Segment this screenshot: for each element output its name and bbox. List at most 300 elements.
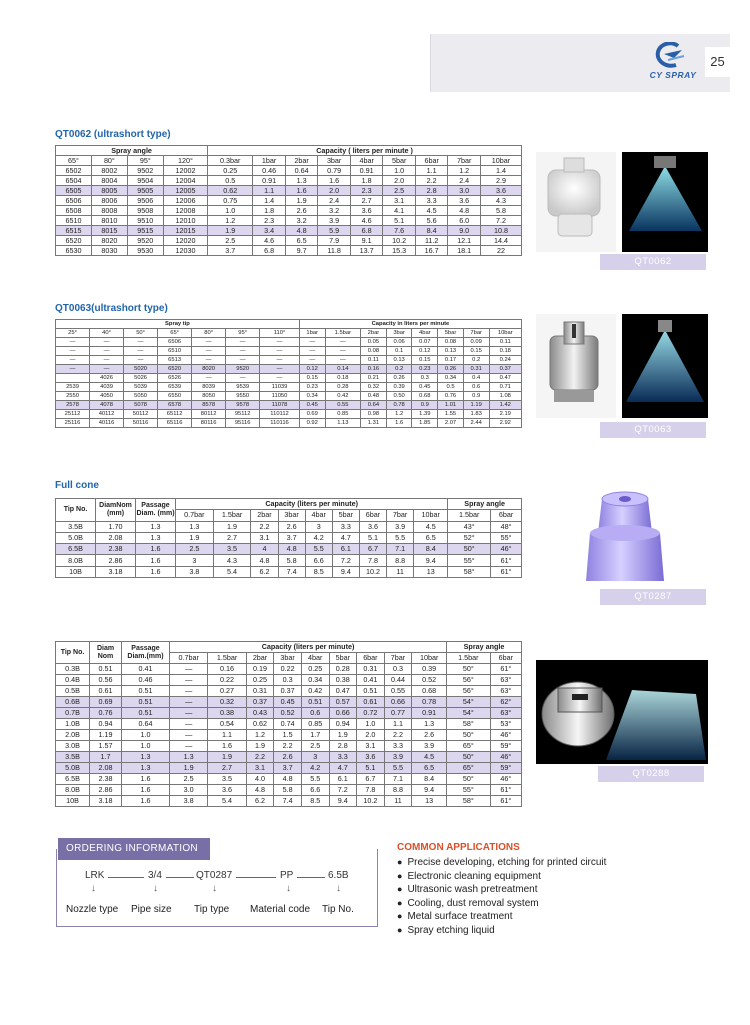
table-cell: 0.38	[208, 708, 246, 719]
table-cell: 0.71	[489, 383, 521, 392]
table-cell: —	[299, 356, 325, 365]
table-cell: 12008	[163, 206, 207, 216]
table-cell: 0.47	[329, 686, 357, 697]
table-cell: 1.08	[489, 392, 521, 401]
table-cell: 2.0	[383, 176, 416, 186]
table-cell: 13	[412, 796, 447, 807]
column-header: 80°	[91, 156, 127, 166]
table-cell: 2.7	[350, 196, 383, 206]
table-cell: 1.4	[253, 196, 286, 206]
table-cell: 2.6	[412, 730, 447, 741]
column-header: 3bar	[318, 156, 351, 166]
table-cell: 1.0	[122, 730, 170, 741]
table-cell: 6504	[56, 176, 92, 186]
table-cell: 0.37	[246, 697, 274, 708]
table-cell: 2.08	[90, 763, 122, 774]
table-cell: 11078	[260, 401, 300, 410]
table-cell: —	[226, 374, 260, 383]
column-header: 25°	[56, 329, 90, 338]
table-cell: 0.13	[438, 347, 464, 356]
table-row	[56, 419, 522, 428]
table-cell: 1.3	[170, 752, 208, 763]
code-connector	[166, 877, 194, 878]
table-cell: 0.51	[90, 664, 122, 675]
qt0062-nozzle-image	[534, 146, 710, 256]
page-number: 25	[705, 47, 730, 77]
table-cell: 5.8	[278, 555, 305, 566]
qt0288-nozzle-image	[536, 660, 708, 764]
table-cell: 1.83	[463, 410, 489, 419]
table-cell: 1.6	[208, 741, 246, 752]
table-cell: 5.1	[359, 532, 386, 543]
table-cell: —	[90, 338, 124, 347]
table-cell: 2.38	[96, 544, 136, 555]
table-cell: 1.42	[489, 401, 521, 410]
table-cell: 0.25	[246, 675, 274, 686]
column-header: 5bar	[332, 510, 359, 521]
table-cell: 6506	[56, 196, 92, 206]
table-cell: 0.41	[357, 675, 385, 686]
table-cell: 0.52	[274, 708, 302, 719]
table-cell: —	[260, 347, 300, 356]
table-cell: 56°	[447, 686, 491, 697]
list-item: ● Ultrasonic wash pretreatment	[397, 883, 606, 897]
table-cell: 0.42	[325, 392, 361, 401]
table-cell: 1.3	[285, 176, 318, 186]
table-cell: 0.34	[301, 675, 329, 686]
table-cell: 5.0B	[56, 532, 96, 543]
table-cell: 0.11	[489, 338, 521, 347]
table-cell: 0.7B	[56, 708, 90, 719]
table-row	[56, 365, 522, 374]
table-cell: 46°	[490, 730, 521, 741]
table-cell: 13.7	[350, 246, 383, 256]
table-cell: 2.0	[318, 186, 351, 196]
table-cell: 6.8	[253, 246, 286, 256]
table-row	[56, 206, 522, 216]
column-header: 2bar	[361, 329, 387, 338]
code-nozzle-type: LRK	[85, 870, 105, 881]
table-cell: —	[56, 347, 90, 356]
table-cell: 1.6	[122, 785, 170, 796]
table-cell: 3.6	[208, 785, 246, 796]
table-cell: 0.78	[386, 401, 412, 410]
table-cell: 8020	[192, 365, 226, 374]
applications-list	[397, 856, 606, 937]
table-cell: —	[325, 347, 361, 356]
table-cell: 3.6	[350, 206, 383, 216]
table-cell: 80116	[192, 419, 226, 428]
table-cell: 6.5	[412, 763, 447, 774]
column-header: 2bar	[285, 156, 318, 166]
table-cell: 2.2	[384, 730, 412, 741]
table-cell: 65112	[158, 410, 192, 419]
table-cell: 50°	[447, 752, 491, 763]
table-cell: 9508	[127, 206, 163, 216]
qt0288-caption: QT0288	[598, 766, 704, 782]
section-title-qt0063: QT0063(ultrashort type)	[55, 303, 168, 314]
table-cell: 0.51	[122, 697, 170, 708]
table-cell: 46°	[491, 544, 522, 555]
table-cell: 0.39	[386, 383, 412, 392]
table-cell: 0.18	[325, 374, 361, 383]
table-cell: —	[260, 356, 300, 365]
table-cell: 3.5B	[56, 752, 90, 763]
qt0062-photo	[534, 146, 710, 272]
group-header-spray-angle: Spray angle	[56, 146, 208, 156]
table-row	[56, 347, 522, 356]
table-cell: 6.7	[357, 774, 385, 785]
table-cell: 1.9	[208, 752, 246, 763]
table-cell: 0.92	[299, 419, 325, 428]
table-cell: 0.28	[329, 664, 357, 675]
table-cell: 1.85	[412, 419, 438, 428]
table-cell: 3.6	[480, 186, 521, 196]
table-cell: 12020	[163, 236, 207, 246]
table-cell: 9.4	[412, 785, 447, 796]
table-cell: 4.8	[285, 226, 318, 236]
table-cell: 6.6	[301, 785, 329, 796]
table-cell: 3.9	[412, 741, 447, 752]
fullcone-table	[55, 498, 522, 578]
column-header: 1.5bar	[325, 329, 361, 338]
table-cell: 1.6	[318, 176, 351, 186]
column-header: 110°	[260, 329, 300, 338]
table-row	[56, 697, 522, 708]
table-cell: 1.70	[96, 521, 136, 532]
brand-logo	[640, 42, 702, 86]
table-cell: 4.7	[332, 532, 359, 543]
table-cell: 1.57	[90, 741, 122, 752]
list-item: ● Precise developing, etching for printed circuit	[397, 856, 606, 870]
table-cell: 2.2	[274, 741, 302, 752]
ordering-frame	[56, 849, 378, 927]
table-cell: 5.4	[213, 566, 251, 577]
table-cell: 0.78	[412, 697, 447, 708]
table-cell: 0.17	[438, 356, 464, 365]
table-cell: —	[170, 719, 208, 730]
table-cell: 8020	[91, 236, 127, 246]
table-row	[56, 686, 522, 697]
table-cell: 0.12	[412, 347, 438, 356]
table-cell: 58°	[447, 796, 491, 807]
column-header: 0.7bar	[176, 510, 214, 521]
table-cell: 4.7	[329, 763, 357, 774]
table-row	[56, 730, 522, 741]
table-cell: 50°	[447, 730, 491, 741]
table-cell: 3.7	[278, 532, 305, 543]
table-cell: 1.19	[463, 401, 489, 410]
table-cell: 1.01	[438, 401, 464, 410]
table-cell: 0.85	[301, 719, 329, 730]
table-body	[56, 521, 522, 577]
table-cell: 9506	[127, 196, 163, 206]
table-cell: 0.98	[361, 410, 387, 419]
table-cell: —	[299, 347, 325, 356]
table-row	[56, 374, 522, 383]
table-row	[56, 719, 522, 730]
table-cell: 0.05	[361, 338, 387, 347]
table-cell: 2.44	[463, 419, 489, 428]
table-cell: 0.3B	[56, 664, 90, 675]
table-cell: 54°	[447, 697, 491, 708]
table-cell: 0.19	[246, 664, 274, 675]
table-row	[56, 401, 522, 410]
table-cell: 9504	[127, 176, 163, 186]
table-cell: 12005	[163, 186, 207, 196]
table-cell: 2578	[56, 401, 90, 410]
table-cell: 5026	[124, 374, 158, 383]
list-item: ● Electronic cleaning equipment	[397, 870, 606, 884]
table-cell: 9.0	[448, 226, 481, 236]
table-cell: 8050	[192, 392, 226, 401]
table-cell: 0.26	[386, 374, 412, 383]
table-cell: 40112	[90, 410, 124, 419]
table-cell: 3	[305, 521, 332, 532]
table-cell: 1.2	[448, 166, 481, 176]
table-cell: 6550	[158, 392, 192, 401]
table-cell: 5.5	[301, 774, 329, 785]
table-cell: 6502	[56, 166, 92, 176]
table-row	[56, 555, 522, 566]
table-cell: 0.45	[412, 383, 438, 392]
table-cell: 10.8	[480, 226, 521, 236]
table-cell: 0.27	[208, 686, 246, 697]
table-cell: 2.7	[208, 763, 246, 774]
table-cell: 2.8	[415, 186, 448, 196]
column-header: 0.7bar	[170, 653, 208, 664]
table-cell: 6520	[158, 365, 192, 374]
table-cell: 6510	[56, 216, 92, 226]
table-row	[56, 785, 522, 796]
table-cell: 13	[414, 566, 448, 577]
table-cell: 3.7	[274, 763, 302, 774]
table-cell: 3.5B	[56, 521, 96, 532]
table-cell: 0.21	[361, 374, 387, 383]
table-cell: —	[260, 338, 300, 347]
table-cell: 25112	[56, 410, 90, 419]
table-cell: 0.69	[90, 697, 122, 708]
table-cell: 2.92	[489, 419, 521, 428]
table-cell: 6.8	[350, 226, 383, 236]
table-cell: —	[170, 708, 208, 719]
table-cell: 2.6	[278, 521, 305, 532]
column-header: 3bar	[278, 510, 305, 521]
qt0063-table	[55, 319, 522, 428]
column-header: 6bar	[491, 510, 522, 521]
table-cell: 0.76	[438, 392, 464, 401]
table-cell: 7.1	[387, 544, 414, 555]
qt0288-table	[55, 641, 522, 807]
code-connector	[236, 877, 276, 878]
table-cell: 7.4	[274, 796, 302, 807]
label-tip-no: Tip No.	[322, 904, 354, 915]
table-row	[56, 166, 522, 176]
table-cell: 0.09	[463, 338, 489, 347]
table-cell: 1.6	[136, 566, 176, 577]
qt0063-caption: QT0063	[600, 422, 706, 438]
down-arrow-icon: ↓	[336, 883, 341, 894]
table-cell: 6530	[56, 246, 92, 256]
table-cell: 0.37	[489, 365, 521, 374]
column-header: 4bar	[305, 510, 332, 521]
table-cell: 3.3	[384, 741, 412, 752]
table-cell: 10.2	[359, 566, 386, 577]
table-cell: 22	[480, 246, 521, 256]
table-cell: 0.91	[350, 166, 383, 176]
table-cell: 61°	[490, 664, 521, 675]
table-cell: 2.5	[176, 544, 214, 555]
table-cell: 3.9	[318, 216, 351, 226]
table-cell: 4.3	[480, 196, 521, 206]
table-cell: 5.5	[384, 763, 412, 774]
table-cell: 9505	[127, 186, 163, 196]
table-cell: 1.8	[350, 176, 383, 186]
table-cell: 3.2	[285, 216, 318, 226]
column-header: 95°	[127, 156, 163, 166]
table-cell: —	[226, 338, 260, 347]
table-cell: 0.26	[438, 365, 464, 374]
table-cell: 63°	[490, 708, 521, 719]
table-cell: 5.6	[415, 216, 448, 226]
table-cell: 0.41	[122, 664, 170, 675]
table-cell: —	[325, 338, 361, 347]
table-cell: 6513	[158, 356, 192, 365]
table-cell: 0.37	[274, 686, 302, 697]
table-cell: —	[124, 356, 158, 365]
column-headers	[56, 156, 522, 166]
table-cell: 0.46	[253, 166, 286, 176]
table-cell: 7.2	[332, 555, 359, 566]
table-cell: 0.4	[463, 374, 489, 383]
table-cell: 1.0	[122, 741, 170, 752]
table-cell: 0.11	[361, 356, 387, 365]
table-cell: 1.2	[208, 216, 253, 226]
column-header: 7bar	[384, 653, 412, 664]
table-cell: 2.3	[253, 216, 286, 226]
table-cell: 8.5	[305, 566, 332, 577]
table-cell: —	[260, 374, 300, 383]
column-header: 7bar	[387, 510, 414, 521]
table-cell: 1.2	[246, 730, 274, 741]
table-cell: 3.1	[246, 763, 274, 774]
down-arrow-icon: ↓	[91, 883, 96, 894]
table-cell: 3.0	[448, 186, 481, 196]
table-cell: 6510	[158, 347, 192, 356]
table-cell: 6.1	[329, 774, 357, 785]
table-cell: 1.13	[325, 419, 361, 428]
table-row	[56, 176, 522, 186]
table-cell: 10.2	[383, 236, 416, 246]
down-arrow-icon: ↓	[212, 883, 217, 894]
table-cell: 0.77	[384, 708, 412, 719]
qt0287-caption: QT0287	[600, 589, 706, 605]
table-cell: 3	[176, 555, 214, 566]
table-cell: 0.64	[361, 401, 387, 410]
table-cell: 4.8	[278, 544, 305, 555]
column-header: 1.5bar	[447, 653, 491, 664]
table-cell: 50°	[447, 774, 491, 785]
table-cell: 7.8	[359, 555, 386, 566]
table-cell: 8.4	[412, 774, 447, 785]
table-cell: 0.6	[301, 708, 329, 719]
table-cell: 0.76	[90, 708, 122, 719]
table-cell: 3.3	[415, 196, 448, 206]
table-cell: 65°	[447, 763, 491, 774]
table-cell: 5039	[124, 383, 158, 392]
table-row	[56, 356, 522, 365]
table-cell: 5.5	[305, 544, 332, 555]
table-cell: 2.5	[301, 741, 329, 752]
table-cell: 0.91	[412, 708, 447, 719]
table-cell: 50°	[447, 664, 491, 675]
section-title-fullcone: Full cone	[55, 480, 99, 491]
table-cell: 0.39	[412, 664, 447, 675]
table-cell: 4.0	[246, 774, 274, 785]
list-item: ● Spray etching liquid	[397, 924, 606, 938]
table-cell: 2.9	[480, 176, 521, 186]
table-cell: 12.1	[448, 236, 481, 246]
table-cell: 0.6	[463, 383, 489, 392]
table-cell: 2.0	[357, 730, 385, 741]
table-cell: 0.69	[299, 410, 325, 419]
table-cell: 65°	[447, 741, 491, 752]
table-cell: 2.4	[318, 196, 351, 206]
table-cell: 0.45	[274, 697, 302, 708]
table-cell: 80112	[192, 410, 226, 419]
code-tip-type: QT0287	[196, 870, 233, 881]
table-row	[56, 383, 522, 392]
table-cell: 46°	[490, 774, 521, 785]
table-cell: 0.62	[246, 719, 274, 730]
table-cell: —	[192, 347, 226, 356]
table-cell: 8008	[91, 206, 127, 216]
qt0288-photo	[536, 660, 712, 782]
table-cell: 12002	[163, 166, 207, 176]
table-row	[56, 196, 522, 206]
table-cell: —	[56, 338, 90, 347]
table-cell: 0.57	[329, 697, 357, 708]
header-passage-diam: Passage Diam.(mm)	[122, 642, 170, 664]
column-header: 4bar	[412, 329, 438, 338]
table-cell: 0.07	[412, 338, 438, 347]
table-cell: 5.0B	[56, 763, 90, 774]
table-cell: 1.7	[301, 730, 329, 741]
table-cell: 48°	[491, 521, 522, 532]
table-cell: 12010	[163, 216, 207, 226]
table-cell: 9539	[226, 383, 260, 392]
table-cell: 0.22	[274, 664, 302, 675]
table-cell: 8.4	[415, 226, 448, 236]
table-cell: 8.8	[387, 555, 414, 566]
table-cell: 55°	[447, 785, 491, 796]
table-cell: —	[226, 356, 260, 365]
table-cell: 2.3	[350, 186, 383, 196]
table-cell: 4078	[90, 401, 124, 410]
group-header-capacity: Capacity ( liters per minute )	[208, 146, 522, 156]
table-cell: —	[192, 374, 226, 383]
table-cell: 53°	[490, 719, 521, 730]
group-header-spray-tip: Spray tip	[56, 320, 300, 329]
table-cell: 1.31	[361, 419, 387, 428]
table-cell: 50°	[448, 544, 491, 555]
table-cell: 63°	[490, 686, 521, 697]
table-cell: 1.9	[208, 226, 253, 236]
table-cell: 2.86	[90, 785, 122, 796]
table-cell: —	[124, 338, 158, 347]
table-cell: 9.7	[285, 246, 318, 256]
brand-logo-icon	[654, 42, 686, 70]
